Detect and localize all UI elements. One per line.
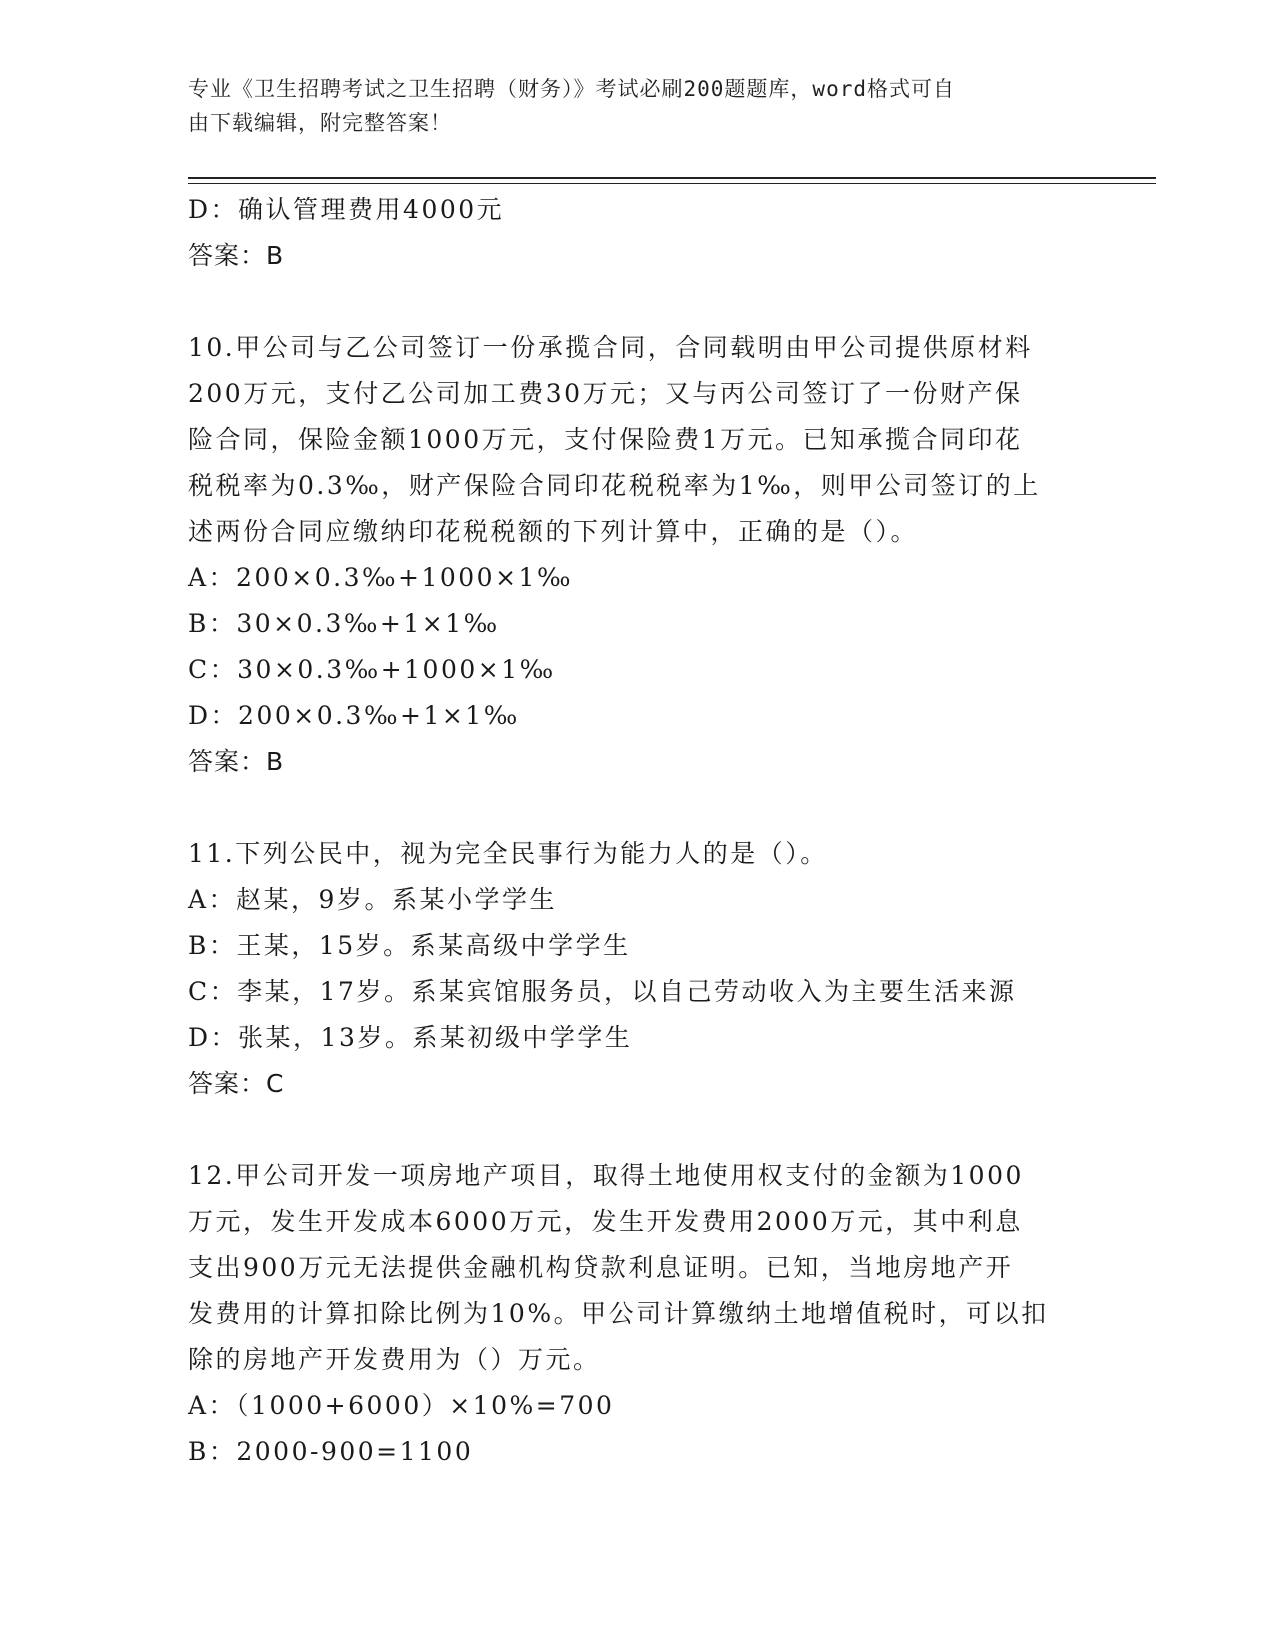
option-d: D：张某，13岁。系某初级中学学生 <box>188 1023 633 1052</box>
option-b: B：2000-900=1100 <box>188 1437 474 1466</box>
option-b: B：王某，15岁。系某高级中学学生 <box>188 931 631 960</box>
question-stem-line: 12.甲公司开发一项房地产项目，取得土地使用权支付的金额为1000 <box>188 1161 1024 1190</box>
question-stem-line: 支出900万元无法提供金融机构贷款利息证明。已知，当地房地产开 <box>188 1253 1014 1282</box>
option-a: A：200×0.3‰+1000×1‰ <box>188 563 573 592</box>
question-stem-line: 述两份合同应缴纳印花税税额的下列计算中，正确的是（）。 <box>188 517 919 546</box>
question-stem-line: 万元，发生开发成本6000万元，发生开发费用2000万元，其中利息 <box>188 1207 1023 1236</box>
question-stem-line: 10.甲公司与乙公司签订一份承揽合同，合同载明由甲公司提供原材料 <box>188 333 1033 362</box>
option-a: A：赵某，9岁。系某小学学生 <box>188 885 557 914</box>
header-line-2: 由下载编辑，附完整答案！ <box>188 111 452 135</box>
option-d: D：确认管理费用4000元 <box>188 195 505 224</box>
question-stem-line: 税税率为0.3‰，财产保险合同印花税税率为1‰，则甲公司签订的上 <box>188 471 1041 500</box>
option-a: A：（1000+6000）×10%=700 <box>188 1391 615 1420</box>
question-9-tail <box>188 187 1088 279</box>
answer: 答案：B <box>188 747 285 776</box>
question-stem-line: 险合同，保险金额1000万元，支付保险费1万元。已知承揽合同印花 <box>188 425 1023 454</box>
header-rule-thick <box>188 177 1156 179</box>
page-header <box>188 72 1068 140</box>
option-c: C：李某，17岁。系某宾馆服务员，以自己劳动收入为主要生活来源 <box>188 977 1017 1006</box>
question-12 <box>188 1153 1088 1475</box>
question-10 <box>188 325 1088 785</box>
question-stem-line: 200万元，支付乙公司加工费30万元；又与丙公司签订了一份财产保 <box>188 379 1023 408</box>
option-c: C：30×0.3‰+1000×1‰ <box>188 655 556 684</box>
question-11 <box>188 831 1088 1107</box>
question-stem-line: 11.下列公民中，视为完全民事行为能力人的是（）。 <box>188 839 828 868</box>
option-b: B：30×0.3‰+1×1‰ <box>188 609 500 638</box>
answer: 答案：C <box>188 1069 285 1098</box>
answer: 答案：B <box>188 241 285 270</box>
question-stem-line: 发费用的计算扣除比例为10%。甲公司计算缴纳土地增值税时，可以扣 <box>188 1299 1049 1328</box>
document-content <box>188 187 1088 1475</box>
header-rule-thin <box>188 183 1156 184</box>
option-d: D：200×0.3‰+1×1‰ <box>188 701 520 730</box>
header-line-1: 专业《卫生招聘考试之卫生招聘（财务）》考试必刷200题题库，word格式可自 <box>188 77 955 101</box>
question-stem-line: 除的房地产开发费用为（）万元。 <box>188 1345 601 1374</box>
